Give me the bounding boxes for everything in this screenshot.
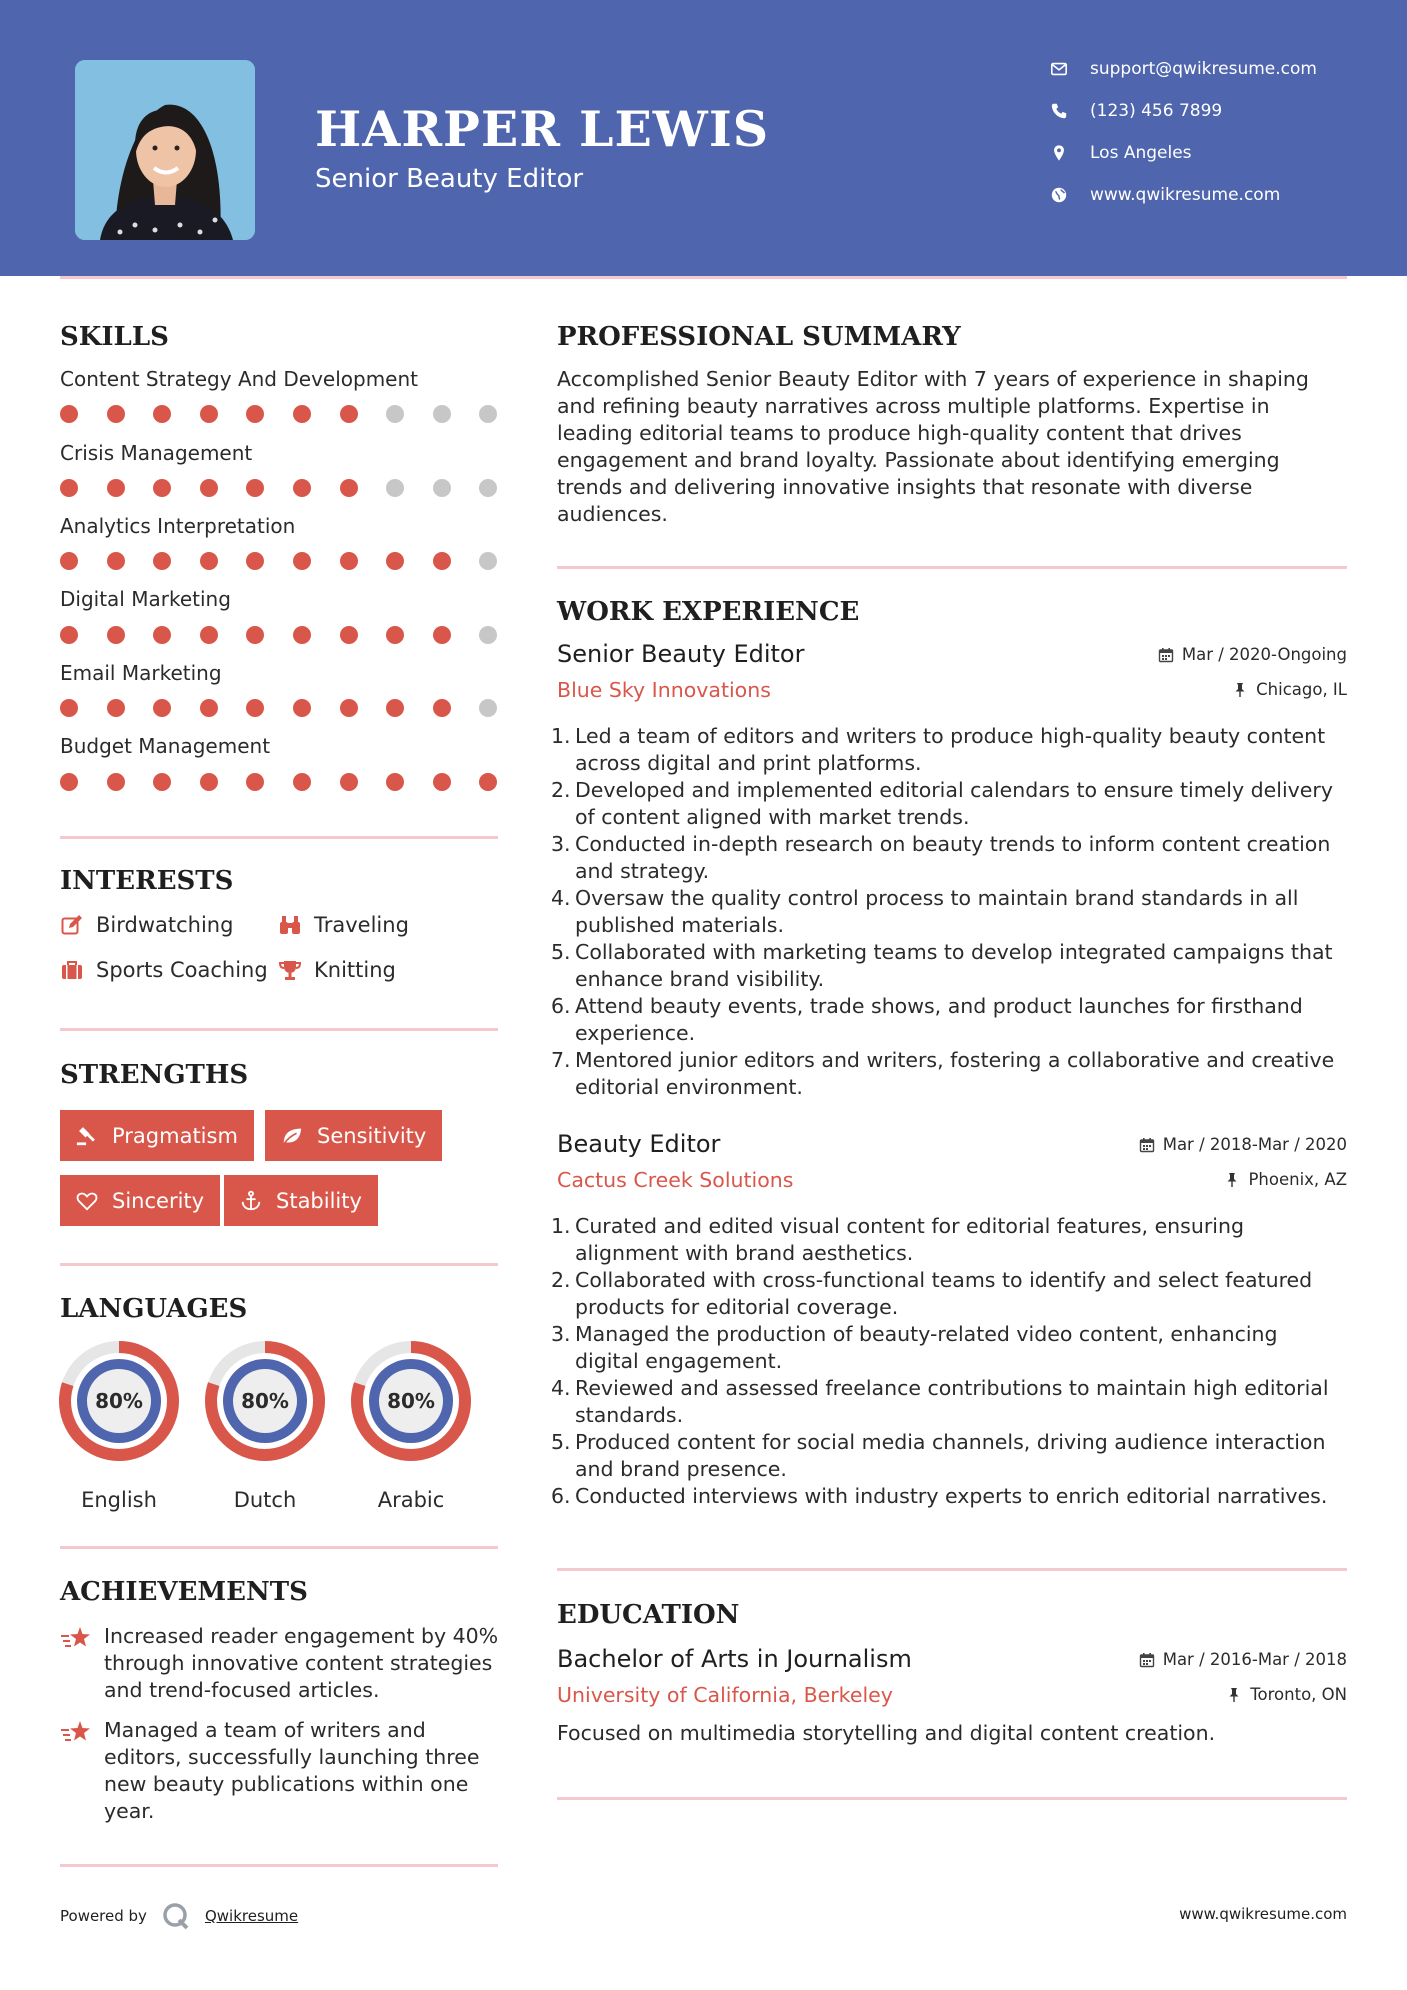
shooting-star-icon (60, 1623, 92, 1655)
rating-dot-filled (433, 552, 451, 570)
list-item: 2. Collaborated with cross-functional teams to identify and select featured products for editorial coverage. (551, 1268, 1313, 1319)
strength-tag: Sincerity (60, 1175, 220, 1226)
contact-website-text: www.qwikresume.com (1090, 185, 1281, 205)
rating-dot-filled (386, 552, 404, 570)
rating-dot-filled (433, 699, 451, 717)
education-heading: EDUCATION (557, 1600, 740, 1630)
language-item (58, 1340, 180, 1512)
rating-dot-filled (293, 552, 311, 570)
rating-dot-filled (107, 626, 125, 644)
rating-dot-filled (433, 773, 451, 791)
rating-dot-filled (60, 773, 78, 791)
rating-dot-filled (340, 699, 358, 717)
rating-dot-filled (200, 699, 218, 717)
achievement-text: Managed a team of writers and editors, successfully launching three new beauty publications within one year. (104, 1718, 480, 1823)
rating-dot-filled (386, 699, 404, 717)
skill-name: Budget Management (60, 734, 271, 758)
globe-icon (1050, 186, 1068, 204)
binoculars-icon (278, 913, 302, 937)
education-description: Focused on multimedia storytelling and digital content creation. (557, 1721, 1216, 1745)
list-item: 6. Conducted interviews with industry experts to enrich editorial narratives. (551, 1484, 1328, 1508)
rating-dot-filled (386, 773, 404, 791)
rating-dot-empty (386, 479, 404, 497)
language-name: Arabic (377, 1488, 445, 1512)
gavel-icon (76, 1125, 98, 1147)
skill-name: Crisis Management (60, 441, 253, 465)
heart-icon (76, 1190, 98, 1212)
footer-website[interactable]: www.qwikresume.com (1179, 1905, 1347, 1923)
briefcase-icon (60, 958, 84, 982)
rating-dot-filled (60, 552, 78, 570)
interest-item: Traveling (278, 910, 409, 940)
rating-dot-filled (340, 626, 358, 644)
rating-dot-filled (340, 479, 358, 497)
rating-dot-filled (153, 479, 171, 497)
education-date: Mar / 2016-Mar / 2018 (1139, 1650, 1347, 1669)
rating-dot-filled (200, 552, 218, 570)
rating-dot-filled (107, 699, 125, 717)
contact-email[interactable] (1050, 54, 1390, 84)
achievement-text: Increased reader engagement by 40% through innovative content strategies and trend-focused articles. (104, 1624, 499, 1702)
rating-dot-filled (246, 699, 264, 717)
rating-dot-filled (200, 626, 218, 644)
job-company: Cactus Creek Solutions (557, 1168, 794, 1192)
language-name: Dutch (233, 1488, 297, 1512)
interests-heading: INTERESTS (60, 866, 234, 896)
shooting-star-icon (60, 1717, 92, 1749)
rating-dot-filled (433, 626, 451, 644)
job-date: Mar / 2020-Ongoing (1158, 645, 1347, 664)
strength-tag: Sensitivity (265, 1110, 442, 1161)
rating-dot-filled (60, 405, 78, 423)
rating-dot-filled (60, 699, 78, 717)
profile-photo (75, 60, 255, 240)
rating-dot-empty (479, 405, 497, 423)
rating-dot-filled (246, 405, 264, 423)
rating-dot-filled (246, 773, 264, 791)
powered-by-label: Powered by (60, 1907, 147, 1925)
contact-location-text: Los Angeles (1090, 143, 1192, 163)
rating-dot-filled (153, 626, 171, 644)
rating-dot-filled (200, 479, 218, 497)
qwikresume-link[interactable]: Qwikresume (204, 1907, 299, 1925)
rating-dot-empty (386, 405, 404, 423)
job-location: Chicago, IL (1232, 680, 1347, 699)
section-divider (60, 1546, 498, 1549)
job-bullets (551, 723, 1347, 1101)
skill-name: Analytics Interpretation (60, 514, 296, 538)
rating-dot-filled (60, 479, 78, 497)
rating-dot-filled (340, 552, 358, 570)
calendar-icon (1158, 647, 1174, 663)
contact-location (1050, 138, 1390, 168)
experience-heading: WORK EXPERIENCE (557, 597, 860, 627)
rating-dot-filled (107, 405, 125, 423)
achievements-heading: ACHIEVEMENTS (60, 1577, 308, 1607)
rating-dot-empty (479, 552, 497, 570)
list-item: 3. Managed the production of beauty-related video content, enhancing digital engagement. (551, 1322, 1278, 1373)
list-item: 2. Developed and implemented editorial calendars to ensure timely delivery of content aligned with market trends. (551, 778, 1333, 829)
rating-dot-empty (479, 479, 497, 497)
job-title: Beauty Editor (557, 1130, 721, 1158)
pencil-square-icon (60, 913, 84, 937)
list-item: 1. Led a team of editors and writers to produce high-quality beauty content across digital and print platforms. (551, 724, 1326, 775)
interest-item: Birdwatching (60, 910, 233, 940)
section-divider (557, 566, 1347, 569)
rating-dot-filled (107, 773, 125, 791)
skills-heading: SKILLS (60, 322, 169, 352)
trophy-icon (278, 958, 302, 982)
language-item (350, 1340, 472, 1512)
strength-tag: Pragmatism (60, 1110, 254, 1161)
section-divider (60, 1028, 498, 1031)
summary-heading: PROFESSIONAL SUMMARY (557, 322, 961, 352)
rating-dot-filled (246, 479, 264, 497)
skill-rating (60, 552, 500, 572)
calendar-icon (1139, 1652, 1155, 1668)
candidate-name: HARPER LEWIS (315, 100, 770, 158)
languages-heading: LANGUAGES (60, 1294, 248, 1324)
rating-dot-filled (153, 552, 171, 570)
phone-icon (1050, 102, 1068, 120)
rating-dot-filled (153, 699, 171, 717)
pushpin-icon (1224, 1172, 1240, 1188)
contact-website[interactable] (1050, 180, 1390, 210)
pushpin-icon (1226, 1687, 1242, 1703)
skill-name: Digital Marketing (60, 587, 231, 611)
rating-dot-filled (246, 626, 264, 644)
rating-dot-filled (340, 405, 358, 423)
job-title: Senior Beauty Editor (557, 640, 805, 668)
skill-rating (60, 405, 500, 425)
rating-dot-filled (200, 773, 218, 791)
interest-item: Knitting (278, 955, 396, 985)
anchor-icon (240, 1190, 262, 1212)
rating-dot-filled (293, 773, 311, 791)
rating-dot-empty (433, 479, 451, 497)
map-pin-icon (1050, 144, 1068, 162)
list-item: 6. Attend beauty events, trade shows, and product launches for firsthand experience. (551, 994, 1303, 1045)
rating-dot-filled (246, 552, 264, 570)
envelope-icon (1050, 60, 1068, 78)
qwikresume-logo-icon (161, 1901, 191, 1931)
education-school: University of California, Berkeley (557, 1683, 893, 1707)
footer-powered-by (60, 1896, 298, 1936)
rating-dot-empty (479, 626, 497, 644)
language-item (204, 1340, 326, 1512)
contact-phone[interactable] (1050, 96, 1390, 126)
rating-dot-filled (293, 405, 311, 423)
list-item: 5. Produced content for social media channels, driving audience interaction and brand presence. (551, 1430, 1326, 1481)
language-ring (350, 1340, 472, 1462)
list-item: 1. Curated and edited visual content for editorial features, ensuring alignment with brand aesthetics. (551, 1214, 1244, 1265)
calendar-icon (1139, 1137, 1155, 1153)
list-item: 5. Collaborated with marketing teams to develop integrated campaigns that enhance brand visibility. (551, 940, 1333, 991)
section-divider (60, 836, 498, 839)
section-divider (557, 1797, 1347, 1800)
rating-dot-filled (60, 626, 78, 644)
language-ring (204, 1340, 326, 1462)
rating-dot-filled (340, 773, 358, 791)
header-divider (60, 276, 1347, 279)
rating-dot-filled (153, 405, 171, 423)
rating-dot-filled (107, 479, 125, 497)
language-name: English (81, 1488, 157, 1512)
skill-name: Email Marketing (60, 661, 222, 685)
job-date: Mar / 2018-Mar / 2020 (1139, 1135, 1347, 1154)
education-degree: Bachelor of Arts in Journalism (557, 1645, 912, 1673)
rating-dot-filled (386, 626, 404, 644)
language-percent: 80% (95, 1389, 143, 1413)
skill-name: Content Strategy And Development (60, 367, 418, 391)
section-divider (60, 1864, 498, 1867)
skill-rating (60, 479, 500, 499)
strengths-heading: STRENGTHS (60, 1060, 249, 1090)
contact-phone-text: (123) 456 7899 (1090, 101, 1223, 121)
leaf-icon (281, 1125, 303, 1147)
language-percent: 80% (241, 1389, 289, 1413)
achievement-item (60, 1623, 500, 1704)
candidate-title: Senior Beauty Editor (315, 164, 584, 194)
rating-dot-filled (200, 405, 218, 423)
list-item: 7. Mentored junior editors and writers, fostering a collaborative and creative editorial environment. (551, 1048, 1335, 1099)
summary-text: Accomplished Senior Beauty Editor with 7 years of experience in shaping and refining beauty narratives across multiple platforms. Expertise in leading editorial teams to produce high-quality content that drives engagement and brand loyalty. Passionate about identifying emerging trends and delivering innovative insights that resonate with diverse audiences. (557, 367, 1309, 526)
skill-rating (60, 773, 500, 793)
section-divider (557, 1568, 1347, 1571)
rating-dot-filled (293, 626, 311, 644)
achievement-item (60, 1717, 500, 1825)
language-percent: 80% (387, 1389, 435, 1413)
skill-rating (60, 699, 500, 719)
contact-email-text: support@qwikresume.com (1090, 59, 1317, 79)
job-location: Phoenix, AZ (1224, 1170, 1347, 1189)
rating-dot-filled (479, 773, 497, 791)
pushpin-icon (1232, 682, 1248, 698)
job-company: Blue Sky Innovations (557, 678, 771, 702)
header-banner (0, 0, 1407, 276)
job-bullets (551, 1213, 1347, 1510)
section-divider (60, 1263, 498, 1266)
list-item: 4. Oversaw the quality control process to maintain brand standards in all published materials. (551, 886, 1299, 937)
skill-rating (60, 626, 500, 646)
interest-item: Sports Coaching (60, 955, 268, 985)
list-item: 3. Conducted in-depth research on beauty trends to inform content creation and strategy. (551, 832, 1331, 883)
rating-dot-filled (293, 479, 311, 497)
strength-tag: Stability (224, 1175, 378, 1226)
rating-dot-filled (153, 773, 171, 791)
rating-dot-filled (293, 699, 311, 717)
rating-dot-empty (433, 405, 451, 423)
list-item: 4. Reviewed and assessed freelance contributions to maintain high editorial standards. (551, 1376, 1329, 1427)
education-location: Toronto, ON (1226, 1685, 1347, 1704)
language-ring (58, 1340, 180, 1462)
rating-dot-filled (107, 552, 125, 570)
rating-dot-empty (479, 699, 497, 717)
